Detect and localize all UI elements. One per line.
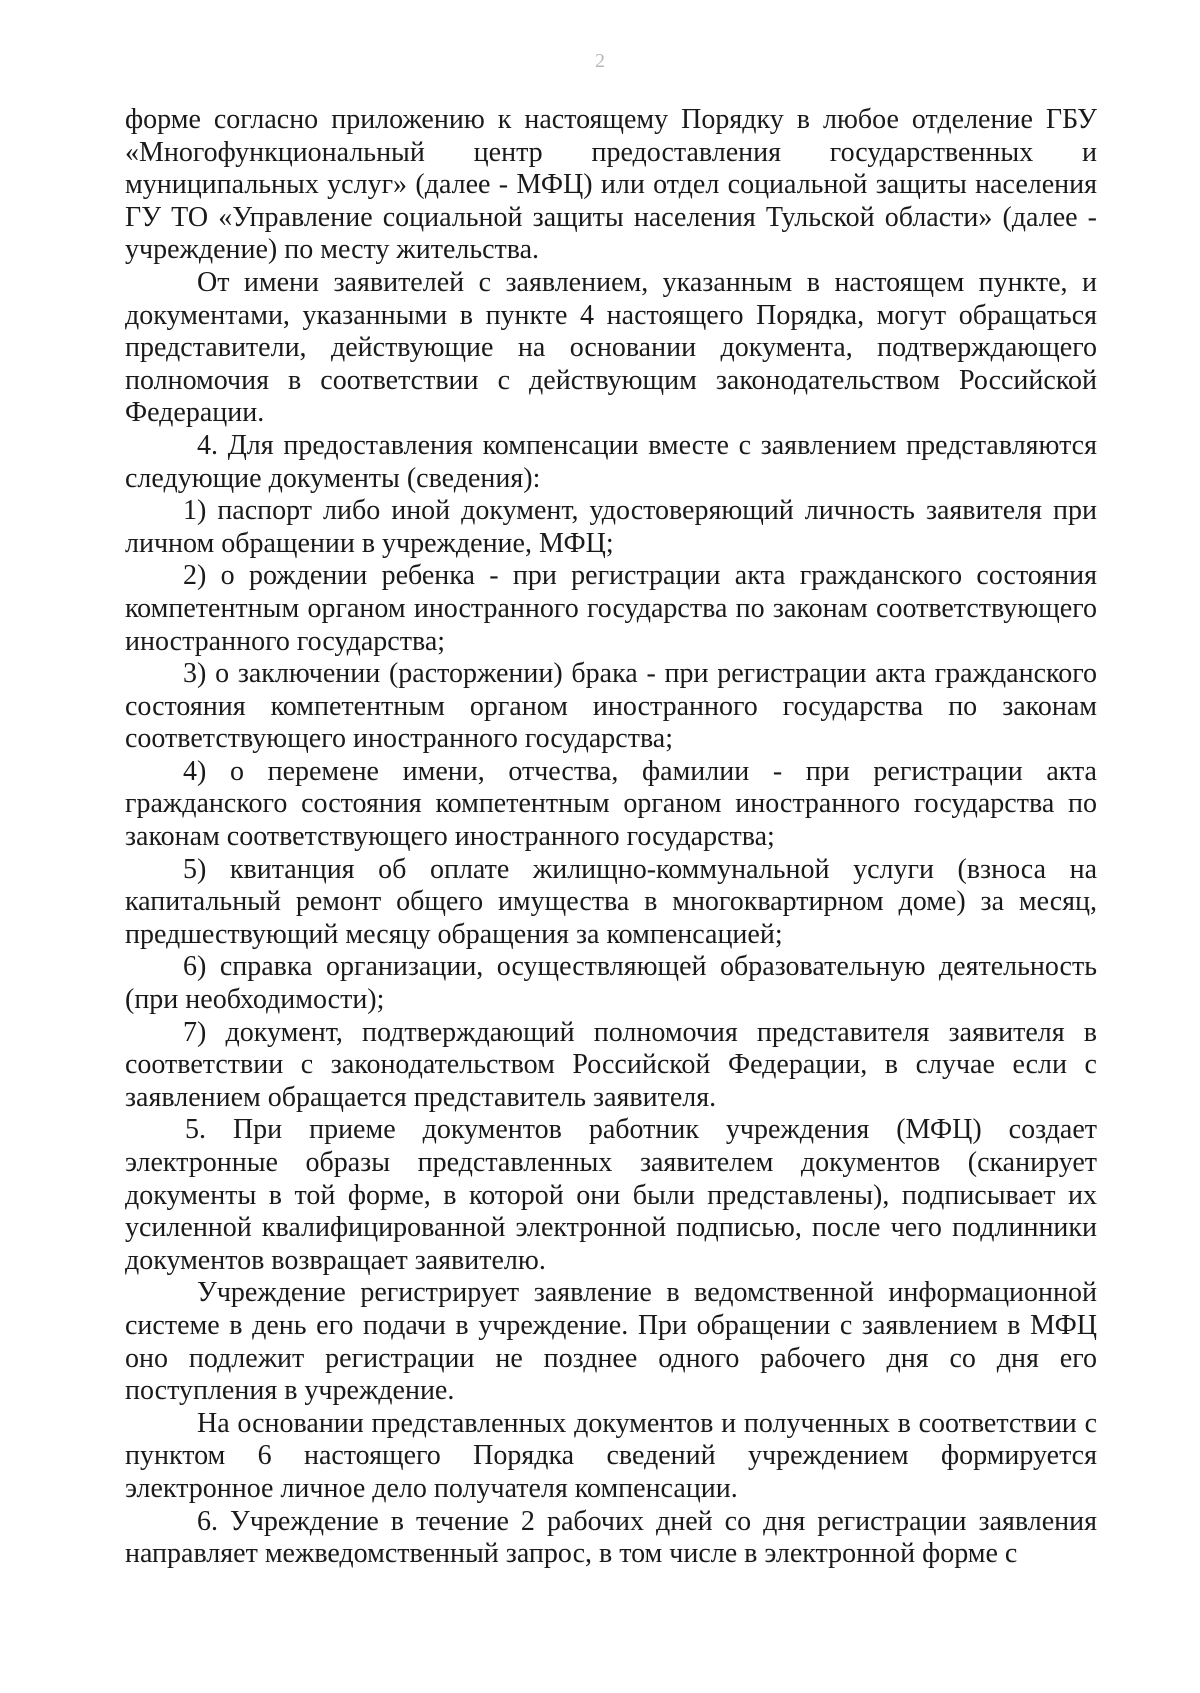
paragraph-representatives: От имени заявителей с заявлением, указанным в настоящем пункте, и документами, указанными в пункте 4 настоящего Порядка, могут обращаться представители, действующие на основании документа, подтверждающего полномочия в соответствии с действующим законодательством Российской Федерации.: [125, 266, 1097, 429]
paragraph-item-4: 4. Для предоставления компенсации вместе с заявлением представляются следующие документы (сведения):: [125, 429, 1097, 494]
paragraph-item-6: 6. Учреждение в течение 2 рабочих дней со дня регистрации заявления направляет межведомственный запрос, в том числе в электронной форме с: [125, 1505, 1097, 1570]
paragraph-continuation: форме согласно приложению к настоящему Порядку в любое отделение ГБУ «Многофункциональный центр предоставления государственных и муниципальных услуг» (далее - МФЦ) или отдел социальной защиты населения ГУ ТО «Управление социальной защиты населения Тульской области» (далее - учреждение) по месту жительства.: [125, 104, 1097, 266]
paragraph-item-5: 5. При приеме документов работник учреждения (МФЦ) создает электронные образы представленных заявителем документов (сканирует документы в той форме, в которой они были представлены), подписывает их усиленной квалифицированной электронной подписью, после чего подлинники документов возвращает заявителю.: [125, 1114, 1097, 1276]
paragraph-registration: Учреждение регистрирует заявление в ведомственной информационной системе в день его подачи в учреждение. При обращении с заявлением в МФЦ оно подлежит регистрации не позднее одного рабочего дня со дня его поступления в учреждение.: [125, 1277, 1097, 1407]
list-item-3: 3) о заключении (расторжении) брака - при регистрации акта гражданского состояния компетентным органом иностранного государства по законам соответствующего иностранного государства;: [125, 658, 1097, 755]
page-number: 2: [595, 50, 605, 72]
paragraph-personal-file: На основании представленных документов и полученных в соответствии с пунктом 6 настоящего Порядка сведений учреждением формируется электронное личное дело получателя компенсации.: [125, 1407, 1097, 1504]
list-item-2: 2) о рождении ребенка - при регистрации акта гражданского состояния компетентным органом иностранного государства по законам соответствующего иностранного государства;: [125, 560, 1097, 657]
list-item-1: 1) паспорт либо иной документ, удостоверяющий личность заявителя при личном обращении в учреждение, МФЦ;: [125, 495, 1097, 559]
list-item-6: 6) справка организации, осуществляющей образовательную деятельность (при необходимости);: [125, 951, 1097, 1016]
list-item-5: 5) квитанция об оплате жилищно-коммунальной услуги (взноса на капитальный ремонт общего имущества в многоквартирном доме) за месяц, предшествующий месяцу обращения за компенсацией;: [125, 853, 1097, 950]
list-item-4: 4) о перемене имени, отчества, фамилии - при регистрации акта гражданского состояния компетентным органом иностранного государства по законам соответствующего иностранного государства;: [125, 755, 1097, 853]
document-body: [125, 104, 1097, 1571]
list-item-7: 7) документ, подтверждающий полномочия представителя заявителя в соответствии с законодательством Российской Федерации, в случае если с заявлением обращается представитель заявителя.: [125, 1016, 1097, 1113]
